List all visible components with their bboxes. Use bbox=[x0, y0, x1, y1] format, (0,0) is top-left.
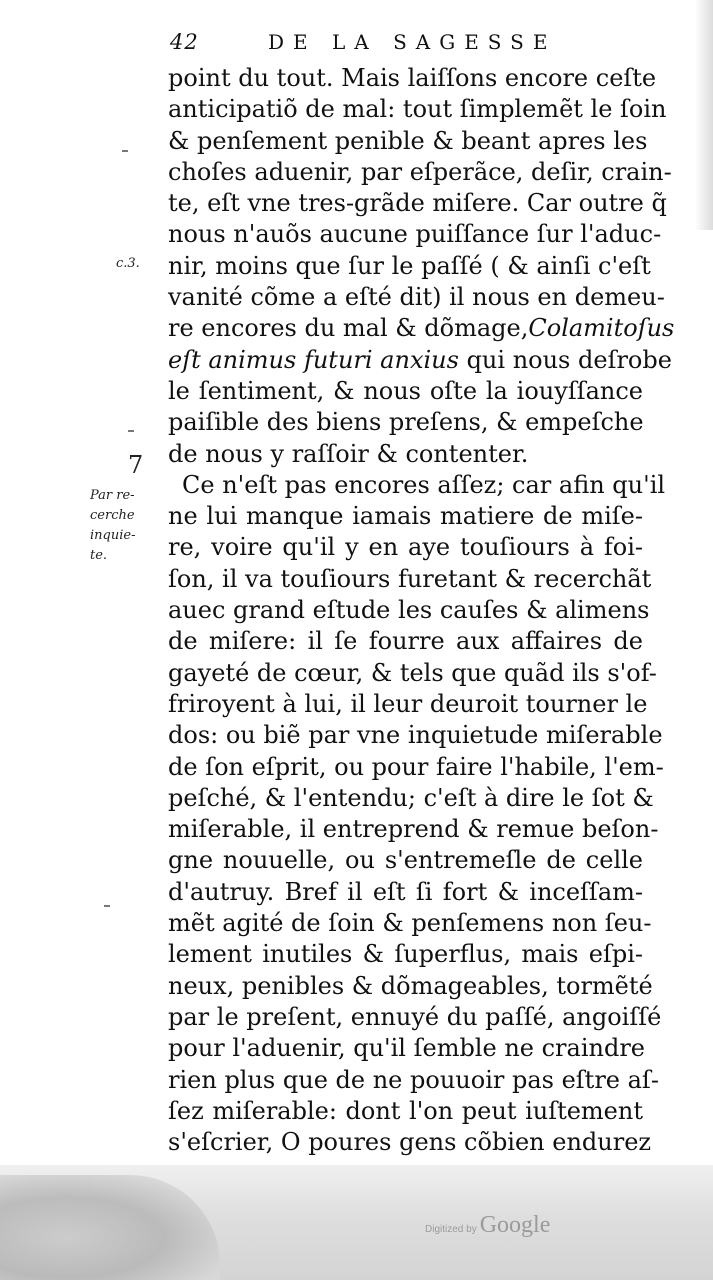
text-line: dos: ou biẽ par vne inquietude miſerable bbox=[168, 721, 663, 750]
margin-note-line: inquie- bbox=[90, 528, 136, 543]
text-line: anticipatiõ de mal: tout ſimplemẽt le ſoin bbox=[168, 95, 667, 124]
margin-note-side bbox=[90, 486, 160, 566]
text-line: gayeté de cœur, & tels que quãd ils s'of- bbox=[168, 658, 657, 687]
text-line: neux, penibles & dõmageables, tormẽté bbox=[168, 971, 653, 1000]
text-line: vanité cõme a eſté dit) il nous en demeu- bbox=[168, 283, 665, 312]
text-line: auec grand eſtude les cauſes & alimens bbox=[168, 596, 650, 625]
text-line: Ce n'eſt pas encores aſſez; car afin qu'il bbox=[182, 470, 666, 499]
text-line: gne nouuelle, ou s'entremeſle de celle bbox=[168, 846, 643, 875]
text-line: peſché, & l'entendu; c'eſt à dire le ſot & bbox=[168, 783, 654, 812]
text-line: re, voire qu'il y en aye touſiours à foi- bbox=[168, 533, 643, 562]
text-line: nir, moins que ſur le paſſé ( & ainſi c'eſt bbox=[168, 251, 651, 280]
page-edge-shadow bbox=[695, 0, 713, 230]
latin-quote: Colamitoſus bbox=[528, 314, 675, 343]
text-line: point du tout. Mais laiſſons encore ceſte bbox=[168, 64, 657, 92]
text-line: mẽt agité de ſoin & penſemens non ſeu- bbox=[168, 909, 652, 938]
margin-note-line: Par re- bbox=[90, 488, 135, 503]
margin-tick bbox=[104, 905, 110, 907]
text-segment: re encores du mal & dõmage, bbox=[168, 314, 529, 343]
text-line: de nous y raſſoir & contenter. bbox=[168, 439, 529, 468]
watermark-prefix: Digitized by bbox=[425, 1224, 477, 1235]
text-line: paiſible des biens preſens, & empeſche bbox=[168, 408, 644, 437]
page-number: 42 bbox=[170, 30, 199, 54]
text-line-with-quote bbox=[168, 345, 672, 376]
text-line-with-quote bbox=[168, 313, 675, 344]
running-head: DE LA SAGESSE bbox=[268, 30, 557, 54]
margin-tick bbox=[128, 430, 134, 432]
text-line: pour l'aduenir, qu'il ſemble ne craindre bbox=[168, 1034, 645, 1063]
text-segment: qui nous deſrobe bbox=[458, 345, 672, 374]
margin-note-line: te. bbox=[90, 548, 108, 563]
text-line: miſerable, il entreprend & remue beſon- bbox=[168, 815, 659, 844]
text-line: ſon, il va touſiours furetant & recerchãt bbox=[168, 564, 652, 593]
margin-note-chapter-ref: c.3. bbox=[116, 256, 140, 271]
text-line: d'autruy. Bref il eſt ſi fort & inceſſam- bbox=[168, 877, 643, 906]
text-line: ſez miſerable: dont l'on peut iuſtement bbox=[168, 1096, 643, 1125]
text-line: lement inutiles & ſuperflus, mais eſpi- bbox=[168, 940, 643, 969]
google-logo: Google bbox=[479, 1212, 551, 1238]
text-line: de ſon eſprit, ou pour faire l'habile, l'em- bbox=[168, 752, 664, 781]
text-line: rien plus que de ne pouuoir pas eſtre aſ- bbox=[168, 1065, 659, 1094]
margin-note-line: cerche bbox=[90, 508, 135, 523]
latin-quote: eſt animus futuri anxius bbox=[168, 345, 459, 374]
text-line: & penſement penible & beant apres les bbox=[168, 126, 648, 155]
digitized-watermark bbox=[425, 1212, 550, 1239]
text-line: le ſentiment, & nous oſte la iouyſſance bbox=[168, 376, 643, 405]
margin-note-section-number: 7 bbox=[128, 451, 144, 479]
margin-tick bbox=[122, 150, 128, 152]
text-line: par le preſent, ennuyé du paſſé, angoiſſé bbox=[168, 1002, 662, 1031]
text-line: de miſere: il ſe fourre aux affaires de bbox=[168, 627, 643, 656]
text-line: friroyent à lui, il leur deuroit tourner le bbox=[168, 689, 648, 718]
text-line: ne lui manque iamais matiere de miſe- bbox=[168, 502, 643, 531]
text-line: nous n'auõs aucune puiſſance ſur l'aduc- bbox=[168, 220, 662, 249]
body-text bbox=[168, 63, 675, 1190]
text-line: te, eſt vne tres-grãde miſere. Car outre q̃ bbox=[168, 189, 667, 218]
text-line: choſes aduenir, par eſperãce, deſir, crain- bbox=[168, 157, 672, 186]
text-line: s'eſcrier, O poures gens cõbien endurez bbox=[168, 1128, 652, 1157]
